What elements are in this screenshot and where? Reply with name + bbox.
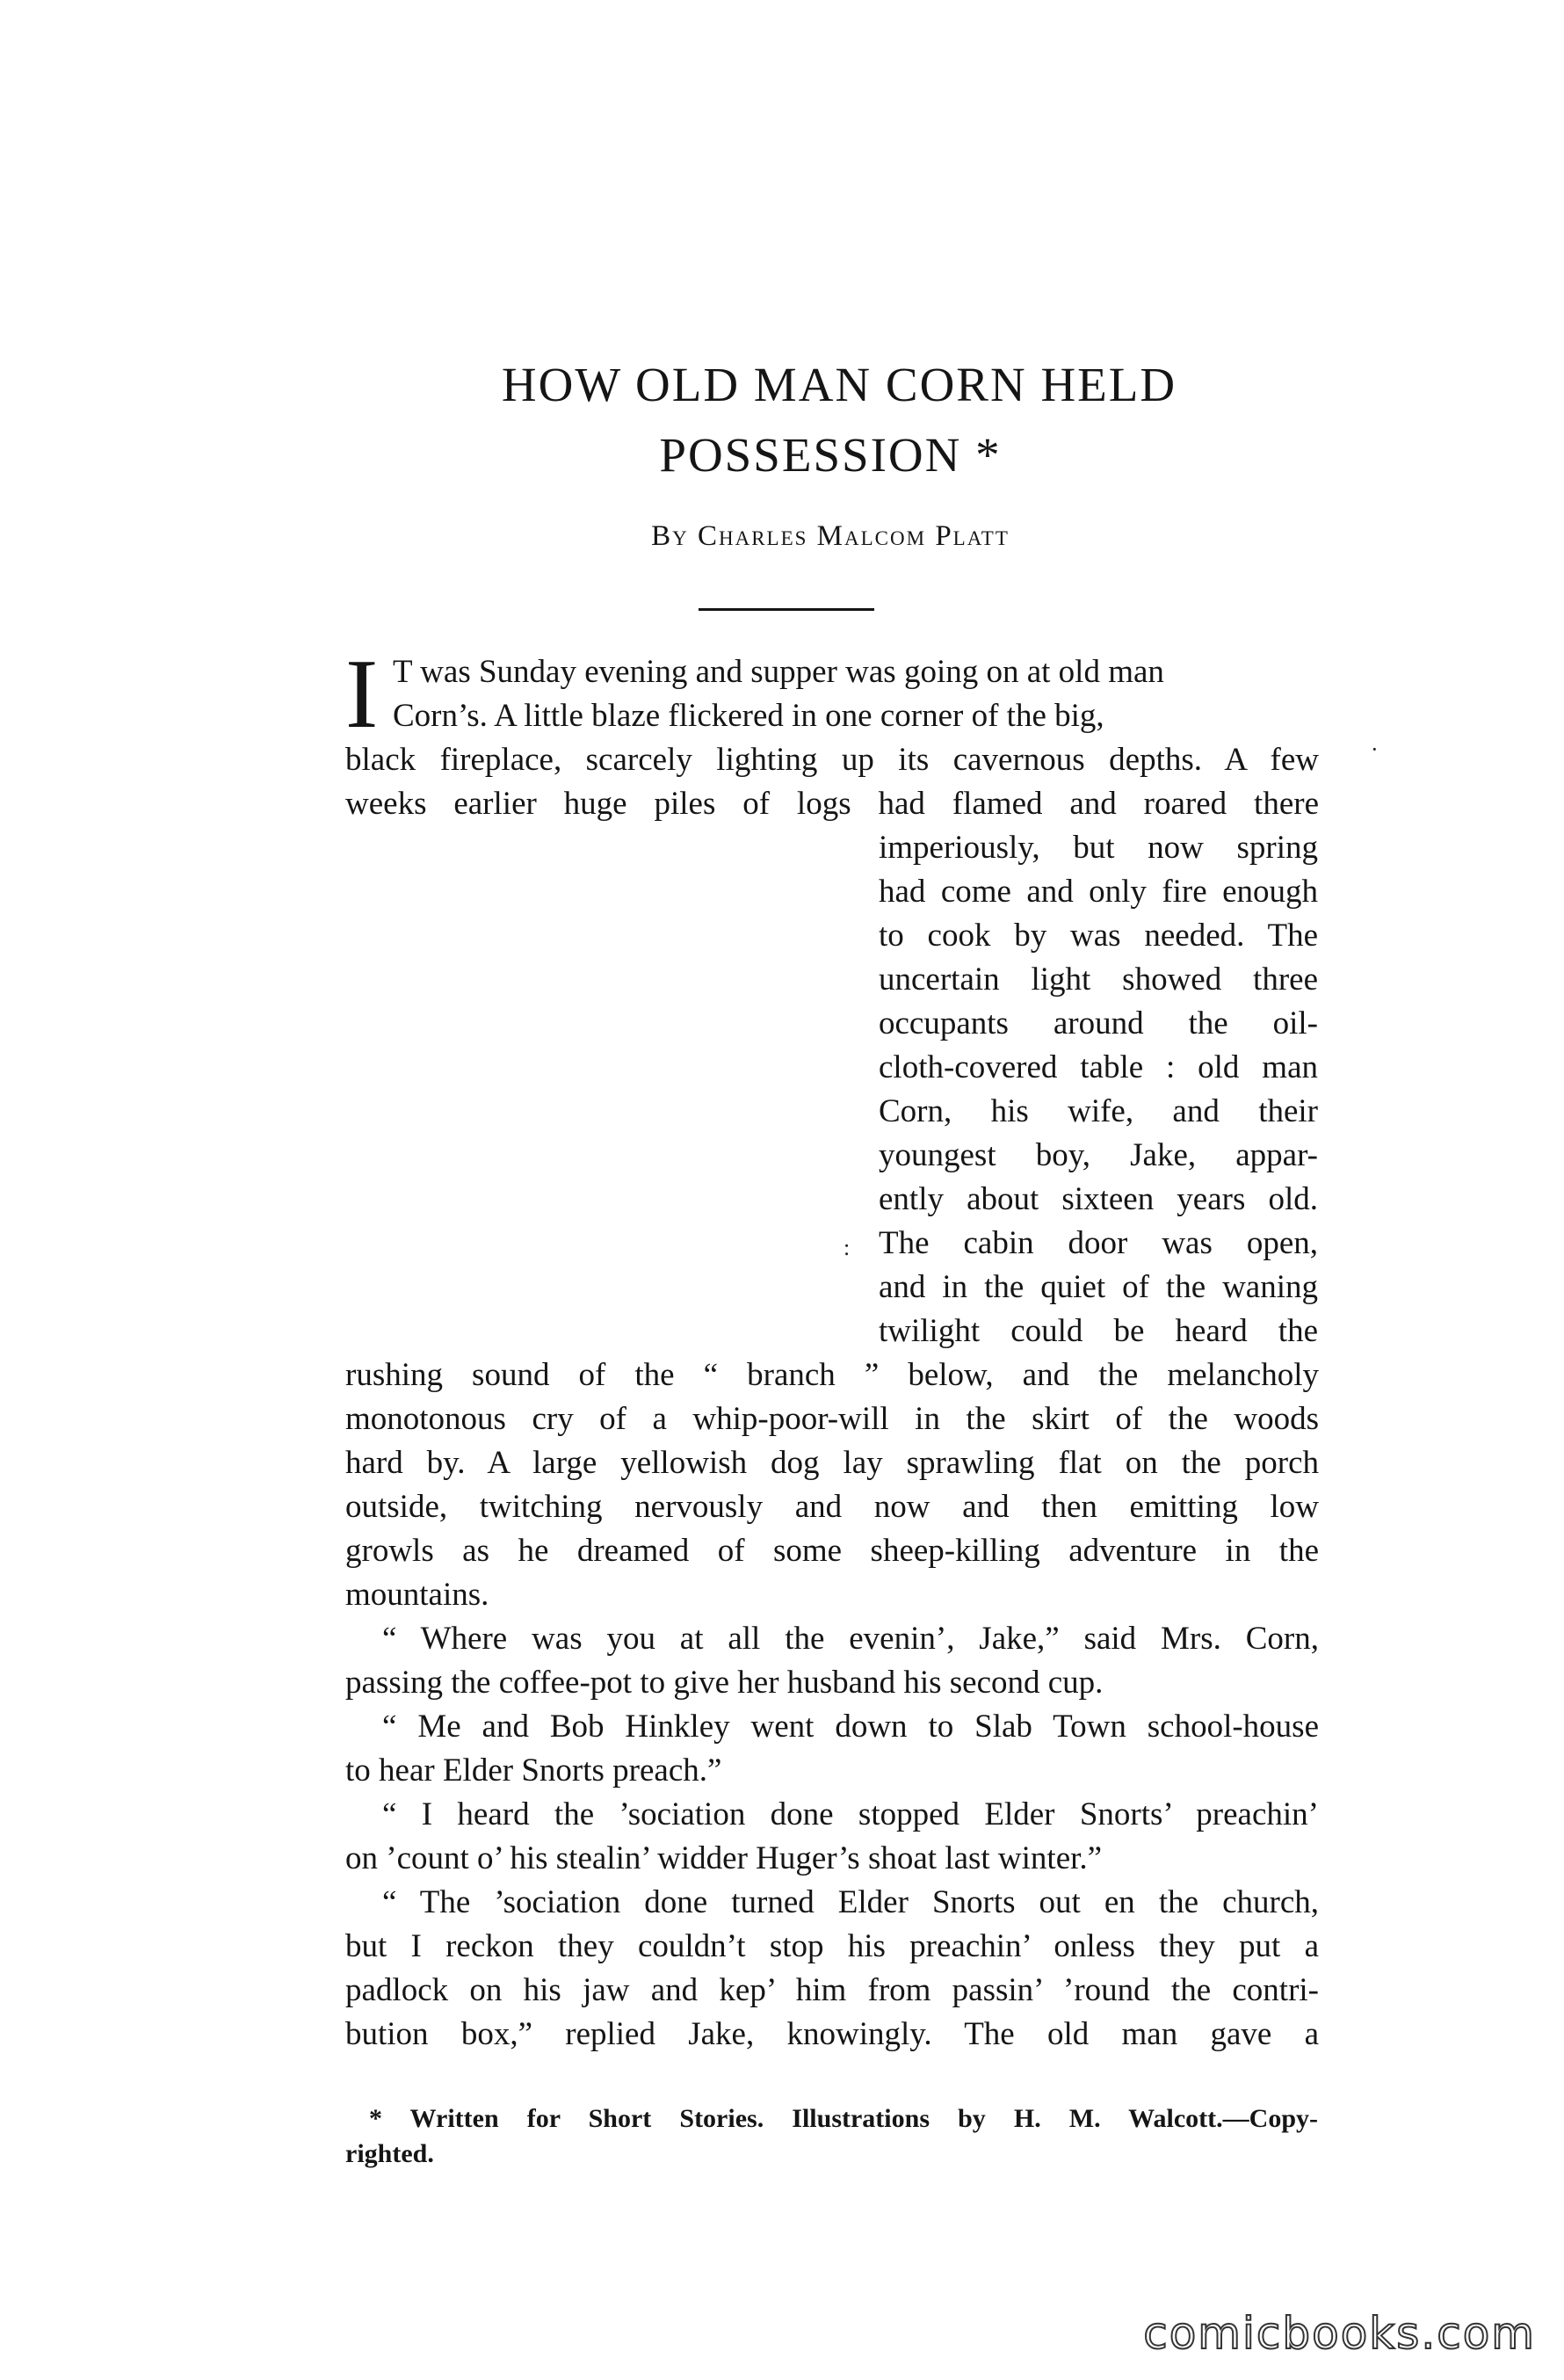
text-line: youngest boy, Jake, appar- <box>879 1137 1318 1173</box>
text-line: but I reckon they couldn’t stop his preachin’ onless they put a <box>345 1928 1319 1964</box>
text-line: occupants around the oil- <box>879 1005 1318 1041</box>
text-line: T was Sunday evening and supper was going on at old man <box>393 654 1164 690</box>
text-line: uncertain light showed three <box>879 961 1318 998</box>
text-line: monotonous cry of a whip-poor-will in the skirt of the woods <box>345 1401 1319 1437</box>
text-line: “ I heard the ’sociation done stopped Elder Snorts’ preachin’ <box>382 1796 1319 1832</box>
drop-cap: I <box>345 640 379 749</box>
author-byline: By Charles Malcom Platt <box>651 520 1010 552</box>
text-line: The cabin door was open, <box>879 1225 1318 1261</box>
text-line: “ Where was you at all the evenin’, Jake,” said Mrs. Corn, <box>382 1621 1319 1657</box>
text-line: hard by. A large yellowish dog lay sprawling flat on the porch <box>345 1445 1319 1481</box>
text-line: black fireplace, scarcely lighting up its cavernous depths. A few <box>345 742 1319 778</box>
text-line: passing the coffee-pot to give her husband his second cup. <box>345 1665 1104 1701</box>
text-line: to hear Elder Snorts preach.” <box>345 1752 722 1789</box>
text-line: cloth-covered table : old man <box>879 1049 1318 1085</box>
text-line: and in the quiet of the waning <box>879 1269 1318 1305</box>
text-line: on ’count o’ his stealin’ widder Huger’s shoat last winter.” <box>345 1840 1103 1876</box>
print-speck: : <box>844 1235 851 1260</box>
footnote-line: * Written for Short Stories. Illustrations by H. M. Walcott.—Copy- <box>369 2104 1318 2133</box>
text-line: padlock on his jaw and kep’ him from passin’ ’round the contri- <box>345 1972 1319 2008</box>
text-line: Corn’s. A little blaze flickered in one corner of the big, <box>393 698 1104 734</box>
text-line: “ Me and Bob Hinkley went down to Slab Town school-house <box>382 1709 1319 1745</box>
text-line: had come and only fire enough <box>879 874 1318 910</box>
text-line: rushing sound of the “ branch ” below, and the melancholy <box>345 1357 1319 1393</box>
story-title-line-1: HOW OLD MAN CORN HELD <box>501 358 1177 411</box>
text-line: mountains. <box>345 1577 489 1613</box>
story-title-line-2: POSSESSION * <box>659 428 1002 482</box>
text-line: ently about sixteen years old. <box>879 1181 1318 1217</box>
text-line: growls as he dreamed of some sheep-killing adventure in the <box>345 1533 1319 1569</box>
text-line: imperiously, but now spring <box>879 830 1318 866</box>
print-speck: · <box>1371 736 1379 762</box>
text-line: “ The ’sociation done turned Elder Snorts out en the church, <box>382 1884 1319 1920</box>
site-watermark: comicbooks.com <box>1143 2308 1536 2359</box>
text-line: to cook by was needed. The <box>879 918 1318 954</box>
title-rule <box>699 608 874 611</box>
text-line: twilight could be heard the <box>879 1313 1318 1349</box>
text-line: bution box,” replied Jake, knowingly. The old man gave a <box>345 2016 1319 2052</box>
text-line: Corn, his wife, and their <box>879 1093 1318 1129</box>
text-line: weeks earlier huge piles of logs had flamed and roared there <box>345 786 1319 822</box>
text-line: outside, twitching nervously and now and then emitting low <box>345 1489 1319 1525</box>
footnote-line: righted. <box>345 2139 434 2168</box>
